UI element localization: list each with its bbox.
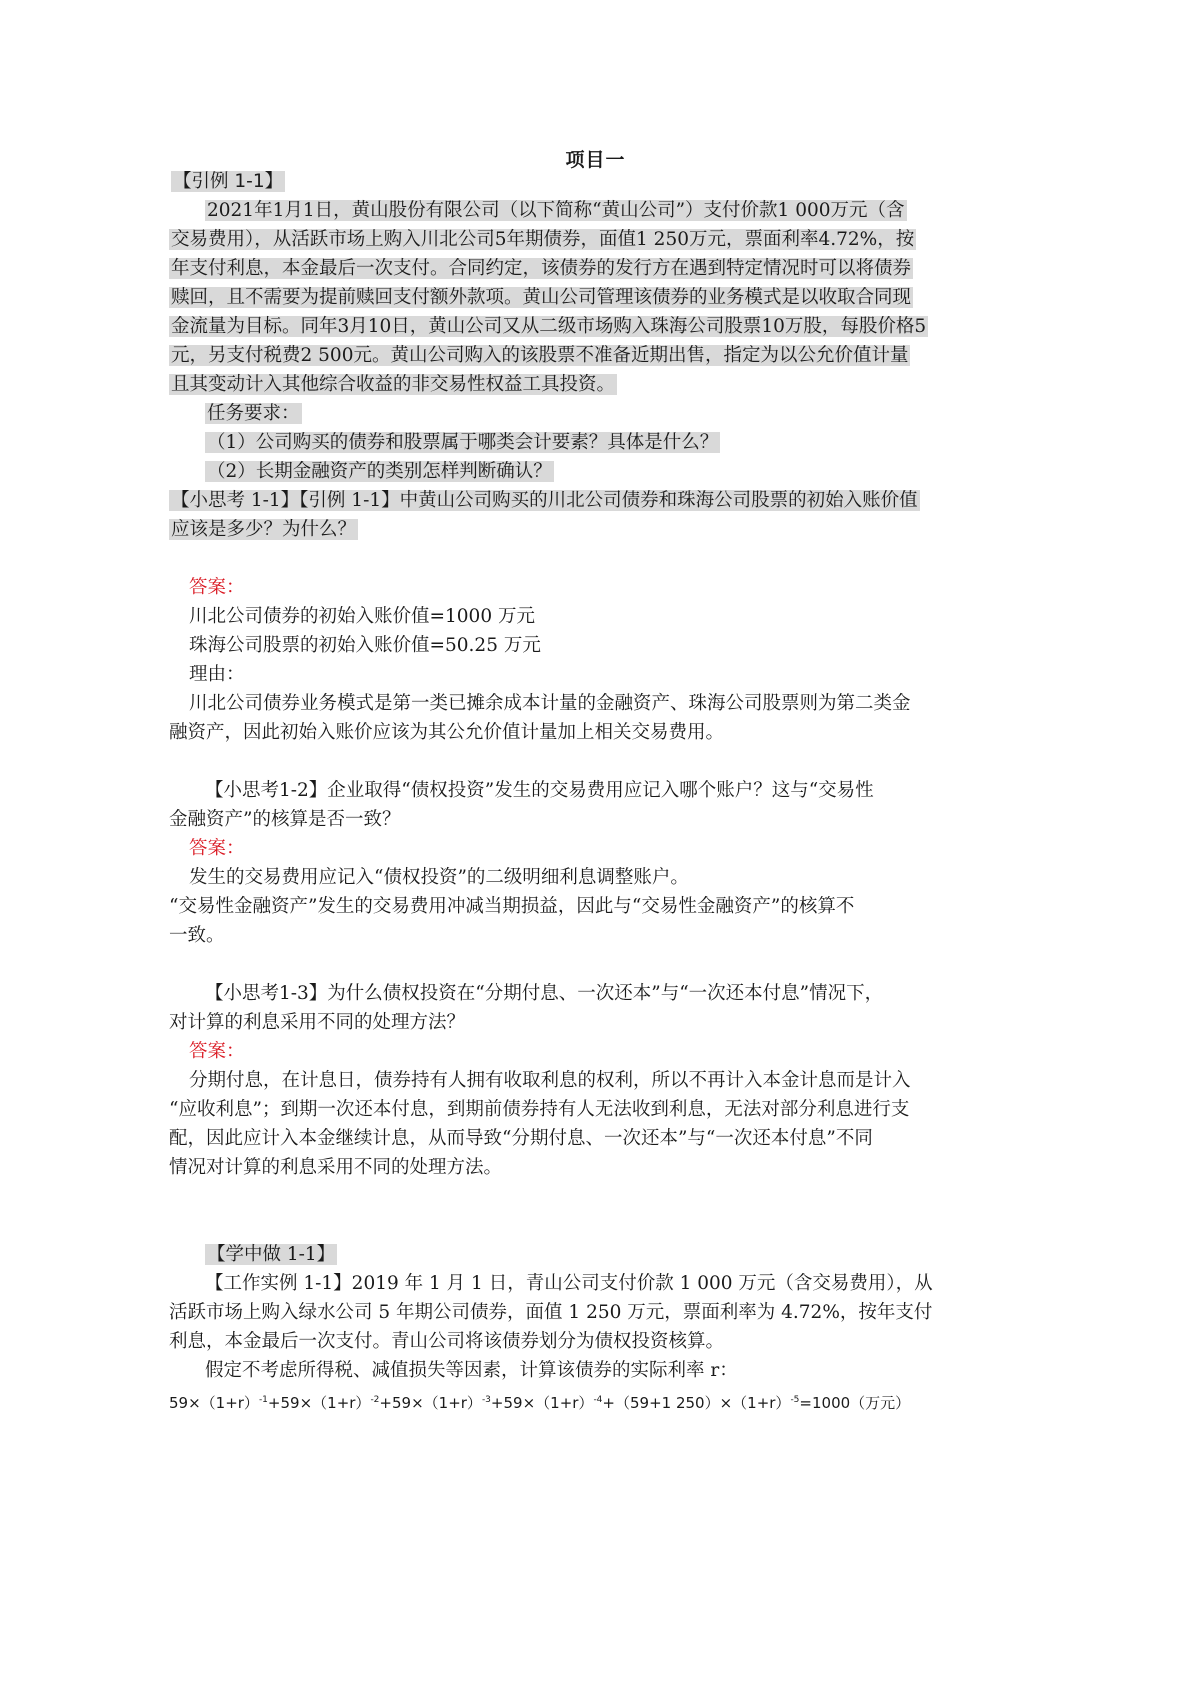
think3-answer-label: 答案：	[189, 1041, 245, 1062]
think1-question-line-1: 【小思考 1-1】【引例 1-1】中黄山公司购买的川北公司债券和珠海公司股票的初始入账价值	[171, 490, 918, 511]
page-title: 项目一	[565, 149, 626, 171]
task-item-1: （1）公司购买的债券和股票属于哪类会计要素？具体是什么？	[207, 432, 719, 453]
think2-answer-line-1: 发生的交易费用应记入“债权投资”的二级明细利息调整账户。	[189, 867, 689, 888]
example-line-3: 年支付利息，本金最后一次支付。合同约定，该债券的发行方在遇到特定情况时可以将债券	[171, 258, 912, 279]
example-line-4: 赎回，且不需要为提前赎回支付额外款项。黄山公司管理该债券的业务模式是以收取合同现	[171, 287, 912, 308]
think3-question-line-1: 【小思考1-3】为什么债权投资在“分期付息、一次还本”与“一次还本付息”情况下，	[205, 983, 884, 1004]
think2-answer-line-3: 一致。	[169, 925, 225, 946]
rate-formula: $59\times(1+r)^{-1}+59\times(1+r)^{-2}+59\times(1+r)^{-3}+59\times(1+r)^{-4}+(59+1$ $250)\times(1+r)^{-5}=1000$（万元）	[169, 1394, 911, 1412]
think2-answer-label: 答案：	[189, 838, 245, 859]
think1-answer-label: 答案：	[189, 577, 245, 598]
task-item-2: （2）长期金融资产的类别怎样判断确认？	[207, 461, 552, 482]
think2-question-line-2: 金融资产”的核算是否一致？	[169, 809, 401, 830]
think3-answer-line-4: 情况对计算的利息采用不同的处理方法。	[169, 1157, 503, 1178]
example-line-6: 元，另支付税费2 500元。黄山公司购入的该股票不准备近期出售，指定为以公允价值计量	[171, 345, 909, 366]
task-label: 任务要求：	[207, 403, 300, 424]
think3-question-line-2: 对计算的利息采用不同的处理方法？	[169, 1012, 466, 1033]
think2-question-line-1: 【小思考1-2】企业取得“债权投资”发生的交易费用应记入哪个账户？这与“交易性	[205, 780, 874, 801]
think3-answer-line-2: “应收利息”；到期一次还本付息，到期前债券持有人无法收到利息，无法对部分利息进行支	[169, 1099, 910, 1120]
practice-line-4: 假定不考虑所得税、减值损失等因素，计算该债券的实际利率 r：	[205, 1360, 738, 1381]
example-line-1: 2021年1月1日，黄山股份有限公司（以下简称“黄山公司”）支付价款1 000万元（含	[207, 200, 905, 221]
example-heading: 【引例 1-1】	[173, 171, 284, 192]
think3-answer-line-1: 分期付息，在计息日，债券持有人拥有收取利息的权利，所以不再计入本金计息而是计入	[189, 1070, 911, 1091]
practice-heading: 【学中做 1-1】	[207, 1244, 336, 1265]
think1-answer-line-2: 珠海公司股票的初始入账价值=50.25 万元	[189, 635, 541, 656]
think2-answer-line-2: “交易性金融资产”发生的交易费用冲减当期损益，因此与“交易性金融资产”的核算不	[169, 896, 855, 917]
think1-answer-line-3: 理由：	[189, 664, 245, 685]
think1-answer-line-4: 川北公司债券业务模式是第一类已摊余成本计量的金融资产、珠海公司股票则为第二类金	[189, 693, 911, 714]
think3-answer-line-3: 配，因此应计入本金继续计息，从而导致“分期付息、一次还本”与“一次还本付息”不同	[169, 1128, 873, 1149]
example-line-7: 且其变动计入其他综合收益的非交易性权益工具投资。	[171, 374, 616, 395]
example-line-5: 金流量为目标。同年3月10日，黄山公司又从二级市场购入珠海公司股票10万股，每股价格5	[171, 316, 927, 337]
practice-line-3: 利息，本金最后一次支付。青山公司将该债券划分为债权投资核算。	[169, 1331, 725, 1352]
example-line-2: 交易费用），从活跃市场上购入川北公司5年期债券，面值1 250万元，票面利率4.72%，按	[171, 229, 915, 250]
think1-answer-line-5: 融资产，因此初始入账价应该为其公允价值计量加上相关交易费用。	[169, 722, 725, 743]
think1-answer-line-1: 川北公司债券的初始入账价值=1000 万元	[189, 606, 535, 627]
practice-line-1: 【工作实例 1-1】2019 年 1 月 1 日，青山公司支付价款 1 000 万元（含交易费用），从	[205, 1273, 933, 1294]
practice-line-2: 活跃市场上购入绿水公司 5 年期公司债券，面值 1 250 万元，票面利率为 4.72%，按年支付	[169, 1302, 933, 1323]
think1-question-line-2: 应该是多少？为什么？	[171, 519, 357, 540]
